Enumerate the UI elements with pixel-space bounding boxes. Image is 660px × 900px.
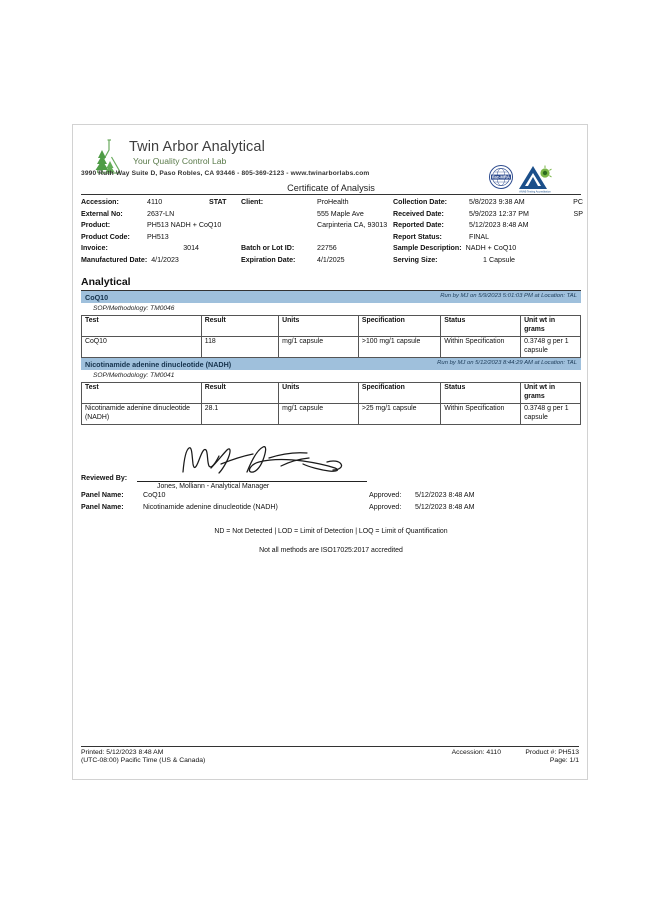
cell-result: 28.1 (201, 403, 278, 424)
col-status: Status (441, 382, 521, 403)
section-run-info-coq10: Run by MJ on 5/9/2023 5:01:03 PM at Location: TAL (440, 293, 577, 300)
cell-result: 118 (201, 336, 278, 357)
col-unit-wt: Unit wt in grams (521, 315, 581, 336)
anab-accredited-icon (519, 166, 552, 194)
info-row-received-date (393, 210, 583, 222)
section-run-info-nadh: Run by MJ on 5/12/2023 8:44:29 AM at Location: TAL (437, 360, 577, 367)
batch-value: 22756 (317, 244, 337, 253)
table-header-row (82, 382, 581, 403)
batch-label: Batch or Lot ID: (241, 244, 295, 253)
approved-label: Approved: (369, 491, 402, 499)
client-value: ProHealth (317, 198, 349, 206)
section-band-coq10 (81, 291, 581, 303)
signature-line (137, 481, 367, 482)
collection-date-label: Collection Date: (393, 198, 447, 206)
results-table-coq10 (81, 315, 581, 359)
info-row-collection-date (393, 198, 583, 210)
cell-test: Nicotinamide adenine dinucleotide (NADH) (82, 403, 202, 424)
product-code-label: Product Code: (81, 232, 130, 241)
abbreviations-note: ND = Not Detected | LOD = Limit of Detection | LOQ = Limit of Quantification (214, 528, 448, 535)
cell-units: mg/1 capsule (279, 403, 359, 424)
col-test: Test (82, 315, 202, 336)
col-test: Test (82, 382, 202, 403)
info-row-spacer (241, 233, 391, 245)
sheet-content (81, 135, 581, 554)
cell-test: CoQ10 (82, 336, 202, 357)
col-specification: Specification (358, 382, 440, 403)
approved-label: Approved: (369, 502, 402, 511)
reviewed-by-label: Reviewed By: (81, 474, 128, 482)
received-initials: SP (573, 209, 583, 218)
panel-name-label: Panel Name: (81, 491, 124, 499)
info-row-accession (81, 198, 241, 210)
client-address-line-2: Carpinteria CA, 93013 (317, 221, 388, 230)
reported-date-value: 5/12/2023 8:48 AM (469, 221, 529, 230)
col-result: Result (201, 315, 278, 336)
section-band-nadh (81, 358, 581, 370)
footer-printed: Printed: 5/12/2023 8:48 AM (81, 749, 164, 756)
footer-timezone: (UTC-08:00) Pacific Time (US & Canada) (81, 757, 206, 764)
col-result: Result (201, 382, 278, 403)
table-row (82, 336, 581, 357)
invoice-label: Invoice: (81, 244, 108, 253)
panel-approvals (81, 491, 581, 514)
lab-name: Twin Arbor Analytical (129, 139, 265, 155)
handwritten-signature-icon (177, 442, 367, 483)
report-status-label: Report Status: (393, 232, 442, 241)
info-row-external-no (81, 210, 241, 222)
received-date-value: 5/9/2023 12:37 PM (469, 209, 529, 218)
report-status-value: FINAL (469, 232, 490, 241)
stat-flag: STAT (209, 198, 227, 206)
accreditation-note: Not all methods are ISO17025:2017 accredited (259, 547, 403, 554)
panel-row-nadh (81, 503, 581, 515)
info-row-manufactured-date (81, 256, 241, 268)
reviewer-name: Jones, Molliann - Analytical Manager (157, 483, 270, 490)
external-no-label: External No: (81, 209, 123, 218)
page-footer (81, 746, 579, 769)
panel-name-label: Panel Name: (81, 502, 124, 511)
cell-status: Within Specification (441, 403, 521, 424)
info-column-right (393, 198, 583, 268)
cell-status: Within Specification (441, 336, 521, 357)
approved-value: 5/12/2023 8:48 AM (415, 491, 475, 499)
info-row-product (81, 221, 241, 233)
expiration-value: 4/1/2025 (317, 255, 345, 264)
footer-content (81, 747, 579, 769)
specimen-info-grid (81, 198, 581, 270)
svg-text:ilac-MRA: ilac-MRA (492, 174, 510, 180)
table-header-row (82, 315, 581, 336)
reported-date-label: Reported Date: (393, 221, 444, 230)
signature-block (81, 442, 581, 488)
svg-text:ANAB Testing Accreditation: ANAB Testing Accreditation (519, 190, 551, 193)
info-column-left (81, 198, 241, 268)
collection-initials: PC (573, 198, 583, 206)
info-row-sample-description (393, 244, 583, 256)
product-value: PH513 NADH + CoQ10 (147, 221, 222, 230)
cell-unit-wt: 0.3748 g per 1 capsule (521, 403, 581, 424)
external-no-value: 2637-LN (147, 209, 175, 218)
cell-specification: >100 mg/1 capsule (358, 336, 440, 357)
footer-accession: Accession: 4110 (451, 749, 501, 756)
accreditation-logos (483, 163, 579, 193)
collection-date-value: 5/8/2023 9:38 AM (469, 198, 525, 206)
client-label: Client: (241, 198, 264, 206)
invoice-value: 3014 (183, 244, 199, 253)
expiration-label: Expiration Date: (241, 255, 296, 264)
accession-label: Accession: (81, 198, 119, 206)
col-status: Status (441, 315, 521, 336)
info-row-reported-date (393, 221, 583, 233)
footer-product: Product #: PH513 (525, 749, 579, 756)
serving-size-value: 1 Capsule (483, 255, 515, 264)
section-sop-coq10: SOP/Methodology: TM0046 (93, 305, 175, 312)
serving-size-label: Serving Size: (393, 255, 438, 264)
col-specification: Specification (358, 315, 440, 336)
product-label: Product: (81, 221, 111, 230)
approved-value: 5/12/2023 8:48 AM (415, 502, 475, 511)
cell-unit-wt: 0.3748 g per 1 capsule (521, 336, 581, 357)
document-title: Certificate of Analysis (287, 183, 375, 193)
section-sop-nadh: SOP/Methodology: TM0041 (93, 372, 175, 379)
lab-tagline: Your Quality Control Lab (133, 156, 227, 166)
sample-description-value: NADH + CoQ10 (465, 244, 517, 253)
col-units: Units (279, 315, 359, 336)
product-code-value: PH513 (147, 232, 169, 241)
received-date-label: Received Date: (393, 209, 444, 218)
info-row-serving-size (393, 256, 583, 268)
ilac-mra-seal-icon (490, 166, 513, 189)
accession-value: 4110 (147, 198, 163, 206)
info-row-client (241, 198, 391, 210)
client-address-line-1: 555 Maple Ave (317, 209, 364, 218)
panel-name-value: CoQ10 (143, 491, 166, 499)
table-row (82, 403, 581, 424)
manufactured-date-label: Manufactured Date: (81, 255, 148, 264)
manufactured-date-value: 4/1/2023 (151, 255, 179, 264)
col-units: Units (279, 382, 359, 403)
col-unit-wt: Unit wt in grams (521, 382, 581, 403)
cell-specification: >25 mg/1 capsule (358, 403, 440, 424)
section-name-nadh: Nicotinamide adenine dinucleotide (NADH) (85, 359, 232, 369)
info-row-expiration (241, 256, 391, 268)
sample-description-label: Sample Description: (393, 244, 462, 253)
info-column-client (241, 198, 391, 268)
panel-row-coq10 (81, 491, 581, 503)
header-divider (81, 194, 581, 195)
info-row-report-status (393, 233, 583, 245)
lab-address: 3990 Ruth Way Suite D, Paso Robles, CA 93446 - 805-369-2123 - www.twinarborlabs.com (81, 170, 370, 177)
cell-units: mg/1 capsule (279, 336, 359, 357)
panel-name-value: Nicotinamide adenine dinucleotide (NADH) (143, 502, 278, 511)
info-row-batch (241, 244, 391, 256)
info-row-invoice (81, 244, 241, 256)
results-table-nadh (81, 382, 581, 426)
footer-page: Page: 1/1 (549, 757, 579, 764)
certificate-sheet (72, 124, 588, 780)
analytical-heading: Analytical (81, 276, 131, 288)
section-name-coq10: CoQ10 (85, 292, 109, 302)
info-row-product-code (81, 233, 241, 245)
